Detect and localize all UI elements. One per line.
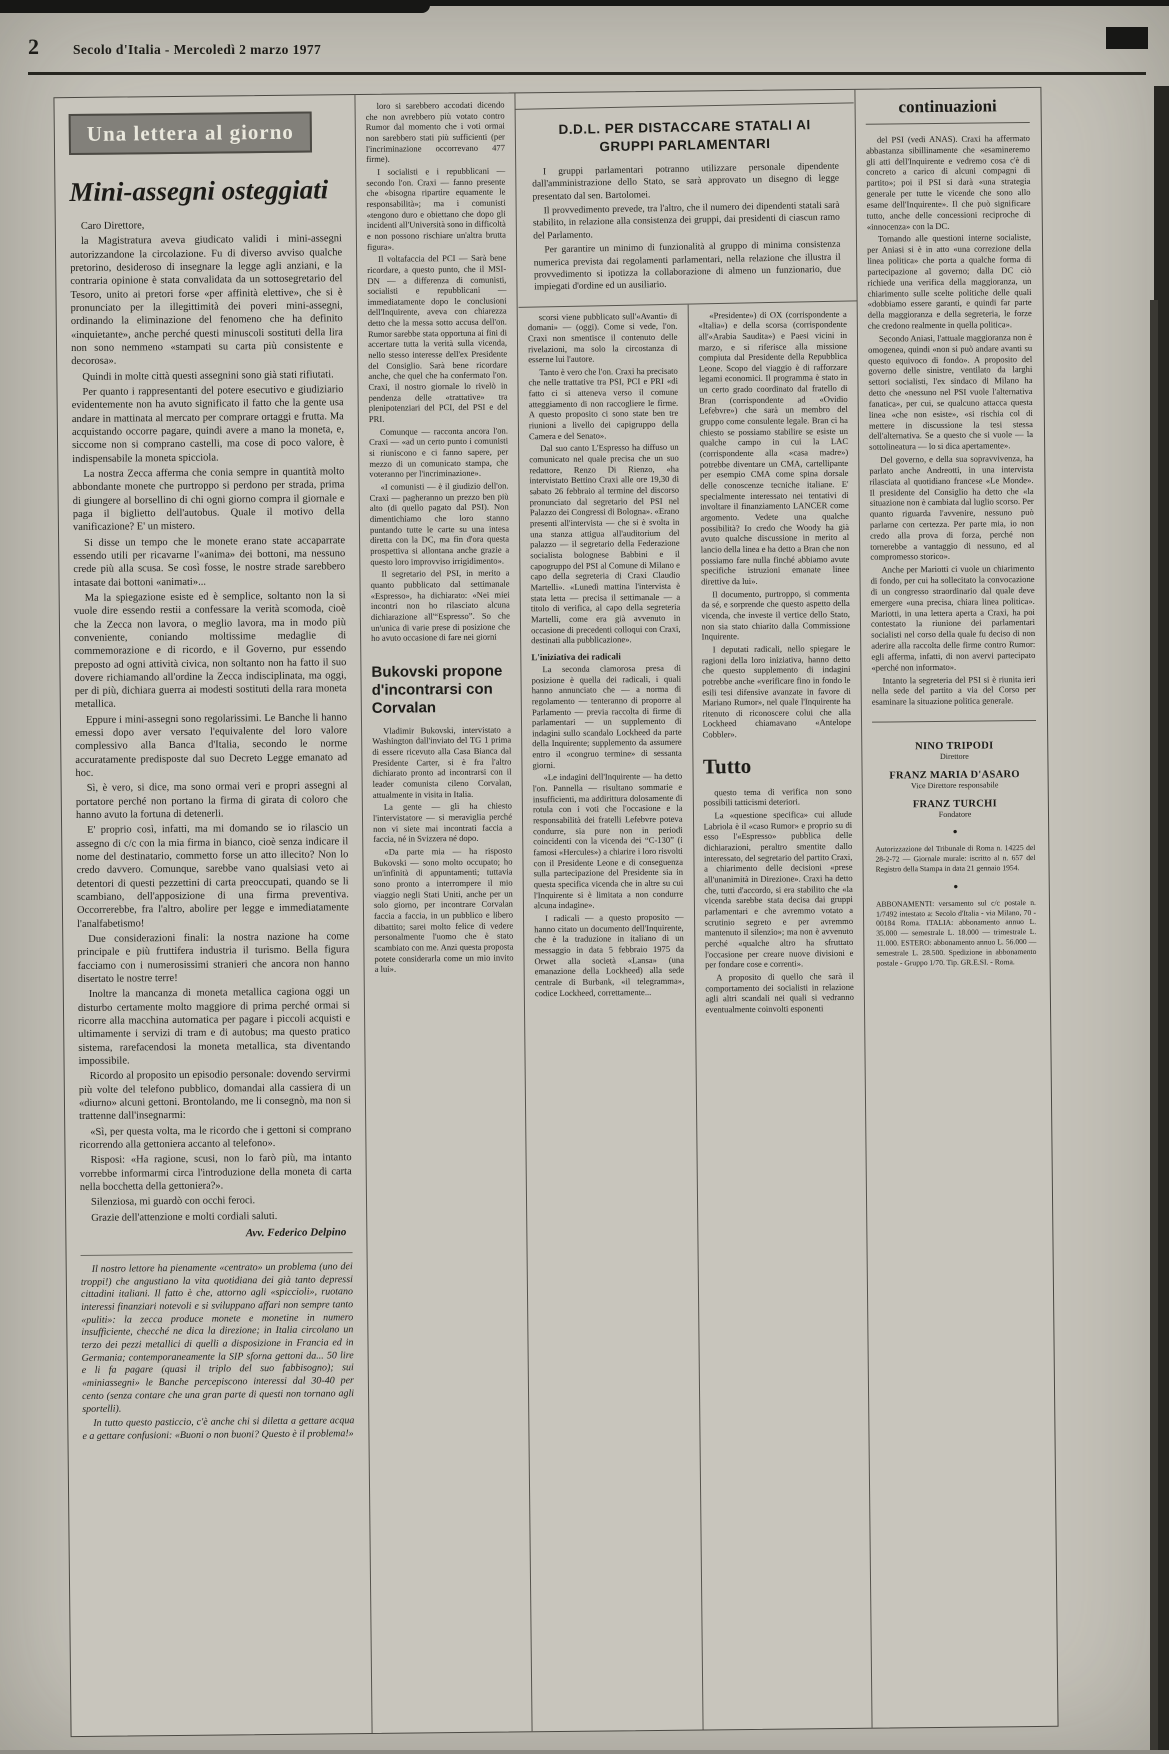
paragraph: Secondo Aniasi, l'attuale maggioranza non è omogenea, quindi «non si può andare avanti su questo equivoco di fondo». A proposito del governo delle sinistre, ventilato da larghi settori socialisti, l'ex sindaco di Milano ha detto che «nessuno nel PSI vuole l'alternativa fanatica», per cui, se qualcuno attacca questa linea «che non esiste», «si rischia col di mettere in discussione la tesi stessa dell'alternativa. Se a questo che si vuole — la sottolineatura — lo si dica apertamente».: [868, 331, 1034, 452]
scan-artifact-bottom-edge: [0, 1750, 1169, 1754]
paragraph: Grazie dell'attenzione e molti cordiali saluti.: [91, 1210, 278, 1224]
pci-continuation-body: [365, 99, 510, 643]
staff-masthead-box: [872, 720, 1039, 968]
scan-artifact-right-shadow: [1150, 300, 1158, 1754]
vice-director-name: FRANZ MARIA D'ASARO: [889, 769, 1020, 782]
paragraph: Si disse un tempo che le monete erano state accaparrate essendo utili per ricavarne l'«anima» dei bottoni, ma nessuno crede più alla scusa. Se così fosse, le nostre strade sarebbero intasate dai bottoni «animati»...: [73, 534, 346, 589]
director-role: Direttore: [939, 751, 969, 762]
paragraph: Il segretario del PSI, in merito a quanto pubblicato dal settimanale «Espresso», ha dichiarato: «Nei miei incontri non ho rilasciato alcuna dichiarazione all'“Espresso”. So che un'unica di varie prese di posizione che ho avuto occasione di fare nei giorni: [370, 567, 511, 644]
paragraph: Dal suo canto L'Espresso ha diffuso un comunicato nel quale precisa che un suo redattore, Renzo Di Rienzo, «ha intervistato Bettino Craxi alle ore 19,30 di sabato 26 febbraio al termine del discorso pronunciato dal segretario del PSI nel Palazzo dei Congressi di Bologna». «Erano presenti all'intervista — che si è svolta in una stanza attigua all'auditorium del palazzo — il segretario della Federazione socialista bolognese Babbini e il capogruppo del PSI al Comune di Milano e capo della segreteria di Craxi Claudio Martelli». «Lunedì mattina l'intervista è stata letta — precisa il settimanale — a titolo di verifica, al capo della segreteria Martelli, come era già avvenuto in occasione di precedenti colloqui con Craxi, destinati alla pubblicazione».: [529, 442, 681, 646]
paragraph: Il nostro lettore ha pienamente «centrato» un problema (uno dei troppi!) che angustiano la vita quotidiana dei già tanto depressi cittadini italiani. Il fatto è che, attorno agli «spiccioli», ruotano interessi finanziari notevoli e si sviluppano affari non sempre tanto «puliti»: la zecca produce monete e monetine in numero insufficiente, checché ne dica la direzione; in Italia circolano un terzo dei pezzi metallici di quelli a disposizione in Francia ed in Germania; contemporaneamente la SIP sforna gettoni da... 50 lire e li fa pagare (quasi il triplo del suo fabbisogno); sui «miniassegni» le Banche percepiscono interessi dal 30-40 per cento (senza contare che una gran parte di questi non tornano agli sportelli).: [80, 1261, 355, 1415]
subscriptions-notice: ABBONAMENTI: versamento sul c/c postale n. 1/7492 intestato a: Secolo d'Italia - via Milano, 70 - 00184 Roma. ITALIA: abbonamento annuo L. 35.000 — semestrale L. 18.000 — trimestrale L. 11.000. ESTERO: abbonamento annuo L. 56.000 — semestrale L. 28.500. Spedizione in abbonamento postale - Gruppo 1/70. Tip. GR.E.SI. - Roma.: [875, 897, 1037, 968]
continuazioni-column: [854, 88, 1056, 1728]
paragraph: del PSI (vedi ANAS). Craxi ha affermato abbastanza sibillinamente che «esamineremo gli atti dell'Inquirente e vedremo cosa c'è di concreto a carico di alcuni compagni di partito»; poi il PSI si darà «una strategia generale per tutte le vicende che sono allo esame dell'Inquirente». Il che può significare tutto, anche delle concessioni reciproche di «innocenza» con la DC.: [865, 132, 1031, 232]
paragraph: «I comunisti — è il giudizio dell'on. Craxi — pagheranno un prezzo ben più alto (di quello pagato dal PSI). Non dimentichiamo che loro stanno puntando tutte le carte su una intesa diretta con la DC, ma fin d'ora questa prospettiva si allontana anche grazie a questo loro improvviso irrigidimento».: [369, 480, 510, 567]
ddl-body: [532, 161, 841, 294]
letter-column: [54, 95, 371, 1736]
paragraph: Il documento, purtroppo, si commenta da sé, e sorprende che questo aspetto della vicenda, che investe il vertice dello Stato, non sia stato chiarito dalla Commissione Inquirente.: [701, 587, 851, 642]
paragraph: Per garantire un minimo di funzionalità al gruppo di minima consistenza numerica prevista dai regolamenti parlamentari, nella relazione che illustra il provvedimento si ipotizza la collaborazione di almeno un funzionario, due impiegati d'ordine ed un ausiliario.: [533, 239, 841, 293]
paragraph: La seconda clamorosa presa di posizione è quella dei radicali, i quali hanno annunciato che — a norma di regolamento — tenteranno di proporre al Parlamento — previa raccolta di firme di parlamentari — un supplemento di indagini sullo scandalo Lockheed da parte della Inquirente; supplemento da assumere entro il «congruo termine» di sessanta giorni.: [531, 662, 682, 771]
paragraph: Ricordo al proposito un episodio personale: dovendo servirmi più volte del telefono pubblico, domandai alla cassiera di un «diurno» alcuni gettoni. Brontolando, me li consegnò, ma non si trattenne dall'insegnarmi:: [78, 1068, 352, 1123]
letter-signature: Avv. Federico Delpino: [245, 1226, 347, 1240]
paragraph: «Le indagini dell'Inquirente — ha detto l'on. Pannella — risultano sommarie e insufficienti, ma addirittura dolosamente di rotula con i voti che l'occasione e la responsabilità dei fratelli Lefebvre poteva condurre, sia pure non in periodi coincidenti con la vicenda dei “C-130” (i famosi «Hercules») a chiarire i loro risvolti con il Presidente Leone e di conseguenza sulla partecipazione del Presidente sia in questa specifica vicenda che in altre su cui l'Inquirente si è limitata a non condurre alcuna indagine».: [532, 771, 684, 911]
paragraph: I radicali — a questo proposito — hanno citato un documento dell'Inquirente, che è la traduzione in italiano di un messaggio in data 5 febbraio 1975 da Orwet alla società «Lansa» (una emanazione della Lockheed) alla sede centrale di Burbank, «il telegramma», codice Lockheed, correttamente...: [534, 911, 685, 998]
radicali-body: [531, 663, 684, 999]
vice-director-role: Vice Direttore responsabile: [910, 780, 999, 791]
paragraph: E' proprio così, infatti, ma mi domando se io rilascio un assegno di c/c con la mia firma in bianco, cioè senza indicare il nome del destinatario, commetto forse un atto illecito? Non lo credo davvero. Comunque, sarebbe vano qualsiasi veto ai detentori di questi pezzettini di carta preoccupati, quando se li scambiano, dell'apposizione di una firma preventiva. Occorrerebbe, fra l'altro, abolire per legge e immediatamente l'analfabetismo!: [76, 822, 350, 930]
editor-note: [81, 1252, 355, 1443]
paragraph: La nostra Zecca afferma che conia sempre in quantità molto abbondante monete che purtroppo si perdono per strada, prima di giungere al borsellino di chi ogni giorno compra il giornale e paga il biglietto dell'autobus. Quale il motivo della vanificazione? E' un mistero.: [72, 466, 345, 534]
bukovski-headline: Bukovski propone d'incontrarsi con Corvalan: [371, 662, 503, 717]
paragraph: la Magistratura aveva giudicato validi i mini-assegni autorizzandone la circolazione. Fu di diverso avviso qualche pretorino, desideroso di insegnare la legge agli anziani, e la contraria opinione è stata convalidata da un sottosegretario del Tesoro, unito ai pretori forse «per affinità elettive», che si è pronunciato per la illegittimità dei poveri mini-assegni, ordinando la eliminazione del fenomeno che ha definito «inquietante», anche perché questi minuscoli sostituti della lira non sono nemmeno «stampati su carta più consistente e decorosa».: [70, 233, 344, 368]
paragraph: Il provvedimento prevede, tra l'altro, che il numero dei dipendenti statali sarà stabilito, in relazione alla consistenza dei gruppi, dai presidenti di ciascun ramo del Parlamento.: [532, 200, 840, 242]
paragraph: Del governo, e della sua sopravvivenza, ha parlato anche Andreotti, in una intervista rilasciata al quotidiano francese «Le Monde». Il presidente del Consiglio ha detto che «la situazione non è cambiata dal luglio scorso. Per quanto riguarda l'avvenire, nessuno può parlarne con certezza. Per parte mia, io non credo alla prova di forza, perché non tornerebbe a vantaggio di nessuno, ed al compromesso storico».: [869, 452, 1035, 563]
separator-dot-icon: ●: [953, 881, 959, 891]
paragraph: I gruppi parlamentari potranno utilizzare personale dipendente dall'amministrazione dello Stato, se sarà approvato un disegno di legge presentato dal sen. Bartolomei.: [532, 161, 840, 203]
director-name: NINO TRIPODI: [915, 740, 994, 753]
paragraph: La gente — gli ha chiesto l'intervistatore — si meraviglia perché non vi siete mai incontrati faccia a faccia, né in Svizzera né dopo.: [372, 800, 513, 845]
page-content: [53, 87, 1058, 1737]
paragraph: Ma la spiegazione esiste ed è semplice, soltanto non la si vuole dire essendo restii a confessare la verità scomoda, cioè che la Zecca non lavora, o meglio lavora, ma in modo più conveniente, coniando moltissime medaglie di commemorazione e di ricordo, e il Governo, pur essendo preposto ad ogni attività civica, non soltanto non ha fatto il suo dovere richiamando all'ordine la Zecca indisciplinata, ma oggi, per di più, dichiara guerra ai modesti sostituti della rara moneta metallica.: [73, 590, 347, 711]
paragraph: Eppure i mini-assegni sono regolarissimi. Le Banche li hanno emessi dopo aver versato l'equivalente del loro valore complessivo alla Banca d'Italia, secondo le norme accuratamente predisposte dal suo Decreto Legge emanato ad hoc.: [75, 711, 348, 780]
paragraph: Silenziosa, mi guardò con occhi feroci.: [90, 1195, 256, 1209]
letter-title: Mini-assegni osteggiati: [69, 174, 329, 208]
bukovski-body: [372, 724, 514, 975]
paragraph: Risposi: «Ha ragione, scusi, non lo farò più, ma intanto vorrebbe informarmi circa l'introduzione della moneta di carta nella bocchetta della gettoniera?».: [79, 1152, 352, 1193]
page-header: [28, 34, 1146, 75]
paragraph: Vladimir Bukovski, intervistato a Washington dall'inviato del TG 1 prima di essere ricevuto alla Casa Bianca dal Presidente Carter, si è fra l'altro dichiarato pronto ad incontrarsi con il leader comunista cileno Corvalan, attualmente in visita in Italia.: [372, 724, 512, 800]
paragraph: A proposito di quello che sarà il comportamento dei socialisti in relazione agli altri scandali nei quali si vedranno eventualmente coinvolti esponenti: [705, 970, 854, 1015]
paragraph: Comunque — racconta ancora l'on. Craxi — «ad un certo punto i comunisti si riuniscono e ci fanno sapere, per mezzo di un comunicato stampa, che voteranno per l'incriminazione».: [369, 425, 509, 480]
paragraph: «Presidente») di OX (corrispondente a «Italia») e della scorsa (corrispondente all'«Arabia Saudita») e Paesi vicini in marzo, e si riferisce alla missione compiuta dal Presidente della Repubblica Leone. Scopo del viaggio è di rafforzare legami economici. Il programma è stato in un certo grado coordinato dal fratello di Bran (corrispondente ad «Ovidio Lefebvre») che sarà un membro del gruppo come consulente legale. Bran ci ha chiesto se possiamo stabilire se esiste un qualche campo in cui la LAC (corrispondente alla «casa madre») potrebbe diventare un CMA, cartellipante per esempio CMA come spina dorsale delle conoscenze tecniche italiane. E' specialmente interessato nei tentativi di involtare il finanziamento LANCER come argomento. Vedete una qualche possibilità? Io credo che Woody ha già avuto qualche discussione in merito al lancio della linea e ha detto a Bran che non possiamo fare nulla finché abbiamo avute specifiche istruzioni emanate linee direttive da lui».: [698, 308, 850, 587]
authorization-notice: Autorizzazione del Tribunale di Roma n. 14225 del 28-2-72 — Giornale murale: iscritto al n. 657 del Registro della Stampa in data 21 gennaio 1954.: [875, 843, 1036, 874]
paragraph: scorsi viene pubblicato sull'«Avanti» di domani» — (oggi). Come si vede, l'on. Craxi non smentisce il contenuto delle rivelazioni, ma solo la circostanza di esserne lui l'autore.: [527, 310, 678, 365]
espresso-body: [528, 310, 681, 646]
letter-box-title: Una lettera al giorno: [69, 112, 312, 156]
page-number: 2: [28, 34, 39, 59]
center-columns: [514, 90, 871, 1731]
masthead-dateline: Secolo d'Italia - Mercoledì 2 marzo 1977: [73, 42, 322, 57]
pci-column: [354, 93, 531, 1733]
tutto-continuation-headline: Tutto: [702, 753, 752, 779]
paragraph: Caro Direttore,: [80, 220, 145, 232]
paragraph: I deputati radicali, nello spiegare le ragioni della loro iniziativa, hanno detto che questo supplemento di indagini potrebbe anche «verificare fino in fondo le esili tesi difensive avanzate in favore di Mariano Rumor», nel quale l'Inquirente ha ritenuto di riconoscere colui che alla Lockheed chiamavano «Antelope Cobbler».: [701, 642, 852, 740]
paragraph: questo tema di verifica non sono possibili tatticismi deteriori.: [703, 785, 852, 808]
tutto-body: [703, 786, 854, 1015]
continuazioni-body: [866, 133, 1036, 708]
paragraph: «Da parte mia — ha risposto Bukovski — sono molto occupato; ho un'infinità di appuntamenti; tuttavia sono pronto a interrompere il mio viaggio negli Stati Uniti, anche per un solo giorno, per incontrare Corvalan faccia a faccia, in un pubblico e libero dibattito; sarei molto felice di vedere personalmente l'uomo che è stato scambiato con me. Anzi questa proposta potete considerarla come un mio invito a lui».: [373, 845, 514, 975]
ddl-headline: D.D.L. PER DISTACCARE STATALI AI GRUPPI PARLAMENTARI: [558, 117, 811, 154]
paragraph: Quindi in molte città questi assegnini sono già stati rifiutati.: [82, 368, 334, 383]
center-two-columns: [518, 302, 872, 1731]
paragraph: Inoltre la mancanza di moneta metallica cagiona oggi un disturbo certamente molto maggiore di prima perché ormai si ricorre alla macchina automatica per pagare i piccoli acquisti e ultimamente i servizi di tram e di autobus; ma questo pratico sistema, rarefacendosi la moneta metallica, sta diventando impossibile.: [77, 986, 351, 1068]
paragraph: I socialisti e i repubblicani — secondo l'on. Craxi — fanno presente che «bisogna ripartire equamente le responsabilità»; ma i comunisti «tengono duro e obiettano che dopo gli incidenti all'Università sono in difficoltà e non possono rischiare un'altra brutta figura».: [366, 165, 506, 252]
radicali-subheading: L'iniziativa dei radicali: [531, 651, 621, 663]
paragraph: Il voltafaccia del PCI — Sarà bene ricordare, a questo punto, che il MSI-DN — a differenza di comunisti, socialisti e repubblicani — immediatamente dopo le conclusioni dell'Inquirente, aveva con chiarezza detto che la messa sotto accusa dell'on. Rumor sarebbe stata opportuna ai fini di accertare tutta la verità sulla vicenda, nello stesso interesse dell'ex Presidente del Consiglio. Sarà bene ricordare anche, che quel che ha confermato l'on. Craxi, il nostro giornale lo rivelò in pendenza delle «trattative» tra plenipotenziari del PCI, del PSI e del PRI.: [367, 252, 508, 424]
espresso-column: [518, 304, 702, 1731]
paragraph: La «questione specifica» cui allude Labriola è il «caso Rumor» e proprio su di esso l'«Espresso» pubblica delle dichiarazioni, peraltro smentite dallo interessato, del segretario del partito Craxi, a chiarimento delle decisioni «prese all'unanimità in Direzione». Craxi ha detto che, tutti d'accordo, si era stabilito che «la vicenda sarebbe stata decisa dai gruppi parlamentari e che avremmo votato a scrutinio segreto e per avremmo mantenuto il silenzio»; ma non è avvenuto perché «qualche altro ha sfruttato l'occasione per creare nuove divisioni e per fondare cose e correnti».: [703, 808, 854, 970]
scan-artifact-top-left-edge: [0, 0, 430, 13]
paragraph: Intanto la segreteria del PSI si è riunita ieri nella sede del partito a via del Corso per esaminare la situazione politica generale.: [871, 673, 1036, 707]
paragraph: Per quanto i rappresentanti del potere esecutivo e giudiziario evidentemente non ha avuto significato il fatto che la gente usa andare in mattinata al mercato per comprare ortaggi e frutta. Ma acquistando occorre pagare, quindi avere a mano la moneta, e, siccome non si comprano castelli, ma cose di poco valore, è indispensabile la moneta spicciola.: [71, 384, 345, 465]
paragraph: loro si sarebbero accodati dicendo che non avrebbero più votato contro Rumor dal momento che i voti ormai non sarebbero stati più sufficienti (per l'incriminazione occorrevano 477 firme).: [365, 99, 506, 165]
founder-role: Fondatore: [938, 809, 972, 820]
paragraph: Tanto è vero che l'on. Craxi ha precisato che nelle trattative tra PSI, PCI e PRI «di fatto ci si atteneva verso il comune atteggiamento di non raccogliere le firme. A questo proposito ci sono state ben tre riunioni a livello dei capigruppo della Camera e del Senato».: [528, 365, 679, 442]
paragraph: Anche per Mariotti ci vuole un chiarimento di fondo, per cui ha sollecitato la convocazione di un congresso straordinario dal quale deve emergere «una precisa, chiara linea politica». Mariotti, in una lettera aperta a Craxi, ha poi contestato la riunione dei parlamentari socialisti nel corso della quale fu deciso di non aderire alla raccolta delle firme contro Rumor: egli afferma, infatti, di non avervi partecipato «perché non informato».: [870, 563, 1036, 673]
founder-name: FRANZ TURCHI: [912, 798, 998, 811]
documento-column: [687, 302, 871, 1729]
paragraph: In tutto questo pasticcio, c'è anche chi si diletta a gettare acqua e a gettare confusioni: «Buoni o non buoni? Questo è il problema!»: [82, 1415, 355, 1442]
paragraph: «Sì, per questa volta, ma le ricordo che i gettoni si comprano ricorrendo alla gettoniera accanto al telefono».: [79, 1123, 352, 1151]
paragraph: Due considerazioni finali: la nostra nazione ha come principale e più fruttifera industria il turismo. Bella figura facciamo con i numerosissimi stranieri che ancora non hanno disertato le nostre terre!: [77, 931, 350, 986]
documento-body: [698, 308, 851, 740]
paragraph: Sì, è vero, si dice, ma sono ormai veri e propri assegni al portatore perché non portano la firma di girata di coloro che hanno avuto la fortuna di detenerli.: [75, 780, 348, 822]
continuazioni-heading: continuazioni: [865, 96, 1029, 125]
paragraph: Tornando alle questioni interne socialiste, per Aniasi si è in atto «una correzione della linea politica» che porta a qualche forma di partecipazione al governo; dalla DC ciò richiede una verifica della maggioranza, un chiarimento sulle scelte politiche delle quali «dobbiamo essere garanti, e quindi far parte della maggioranza e della segreteria, le forze che credono realmente in quella politica».: [867, 232, 1032, 331]
separator-dot-icon: ●: [952, 826, 958, 836]
ddl-article: [515, 102, 858, 307]
letter-body: [70, 217, 353, 1225]
